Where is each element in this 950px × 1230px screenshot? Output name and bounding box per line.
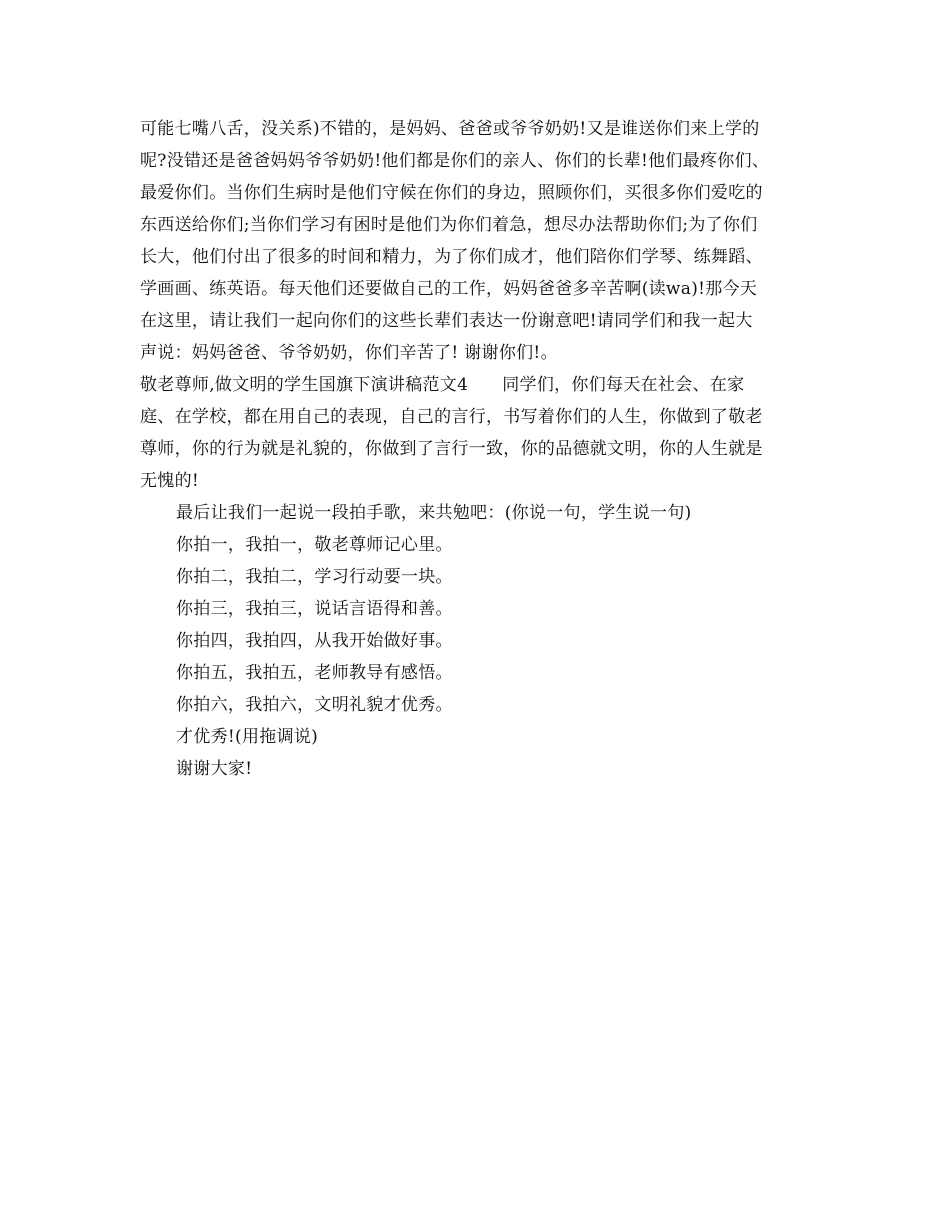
chant-line: 你拍一，我拍一，敬老尊师记心里。 bbox=[176, 535, 453, 555]
paragraph-line: 呢?没错还是爸爸妈妈爷爷奶奶!他们都是你们的亲人、你们的长辈!他们最疼你们、 bbox=[140, 151, 770, 171]
section-heading-line bbox=[140, 374, 744, 396]
paragraph-line: 最爱你们。当你们生病时是他们守候在你们的身边，照顾你们，买很多你们爱吃的 bbox=[140, 183, 763, 203]
paragraph-line: 东西送给你们;当你们学习有困时是他们为你们着急，想尽办法帮助你们;为了你们 bbox=[140, 215, 758, 235]
chant-line: 你拍二，我拍二，学习行动要一块。 bbox=[176, 567, 453, 587]
section-title: 敬老尊师,做文明的学生国旗下演讲稿范文4 bbox=[140, 375, 469, 395]
chant-line: 才优秀!(用拖调说) bbox=[176, 727, 319, 747]
paragraph-line: 可能七嘴八舌，没关系)不错的，是妈妈、爸爸或爷爷奶奶!又是谁送你们来上学的 bbox=[140, 119, 760, 139]
chant-line: 你拍四，我拍四，从我开始做好事。 bbox=[176, 631, 453, 651]
chant-line: 你拍三，我拍三，说话言语得和善。 bbox=[176, 599, 453, 619]
paragraph-line: 无愧的! bbox=[140, 471, 200, 491]
paragraph-line: 学画画、练英语。每天他们还要做自己的工作，妈妈爸爸多辛苦啊(读wa)!那今天 bbox=[140, 279, 758, 299]
paragraph-line: 尊师，你的行为就是礼貌的，你做到了言行一致，你的品德就文明，你的人生就是 bbox=[140, 439, 763, 459]
chant-line: 你拍五，我拍五，老师教导有感悟。 bbox=[176, 663, 453, 683]
chant-line: 你拍六，我拍六，文明礼貌才优秀。 bbox=[176, 695, 453, 715]
paragraph-line: 在这里，请让我们一起向你们的这些长辈们表达一份谢意吧!请同学们和我一起大 bbox=[140, 311, 753, 331]
section-first-text: 同学们，你们每天在社会、在家 bbox=[502, 375, 745, 395]
paragraph-line: 长大，他们付出了很多的时间和精力，为了你们成才，他们陪你们学琴、练舞蹈、 bbox=[140, 247, 763, 267]
chant-intro-line: 最后让我们一起说一段拍手歌，来共勉吧：(你说一句，学生说一句) bbox=[176, 503, 692, 523]
paragraph-line: 庭、在学校，都在用自己的表现，自己的言行，书写着你们的人生，你做到了敬老 bbox=[140, 407, 763, 427]
closing-line: 谢谢大家! bbox=[176, 759, 253, 779]
paragraph-line: 声说：妈妈爸爸、爷爷奶奶，你们辛苦了! 谢谢你们!。 bbox=[140, 343, 558, 363]
